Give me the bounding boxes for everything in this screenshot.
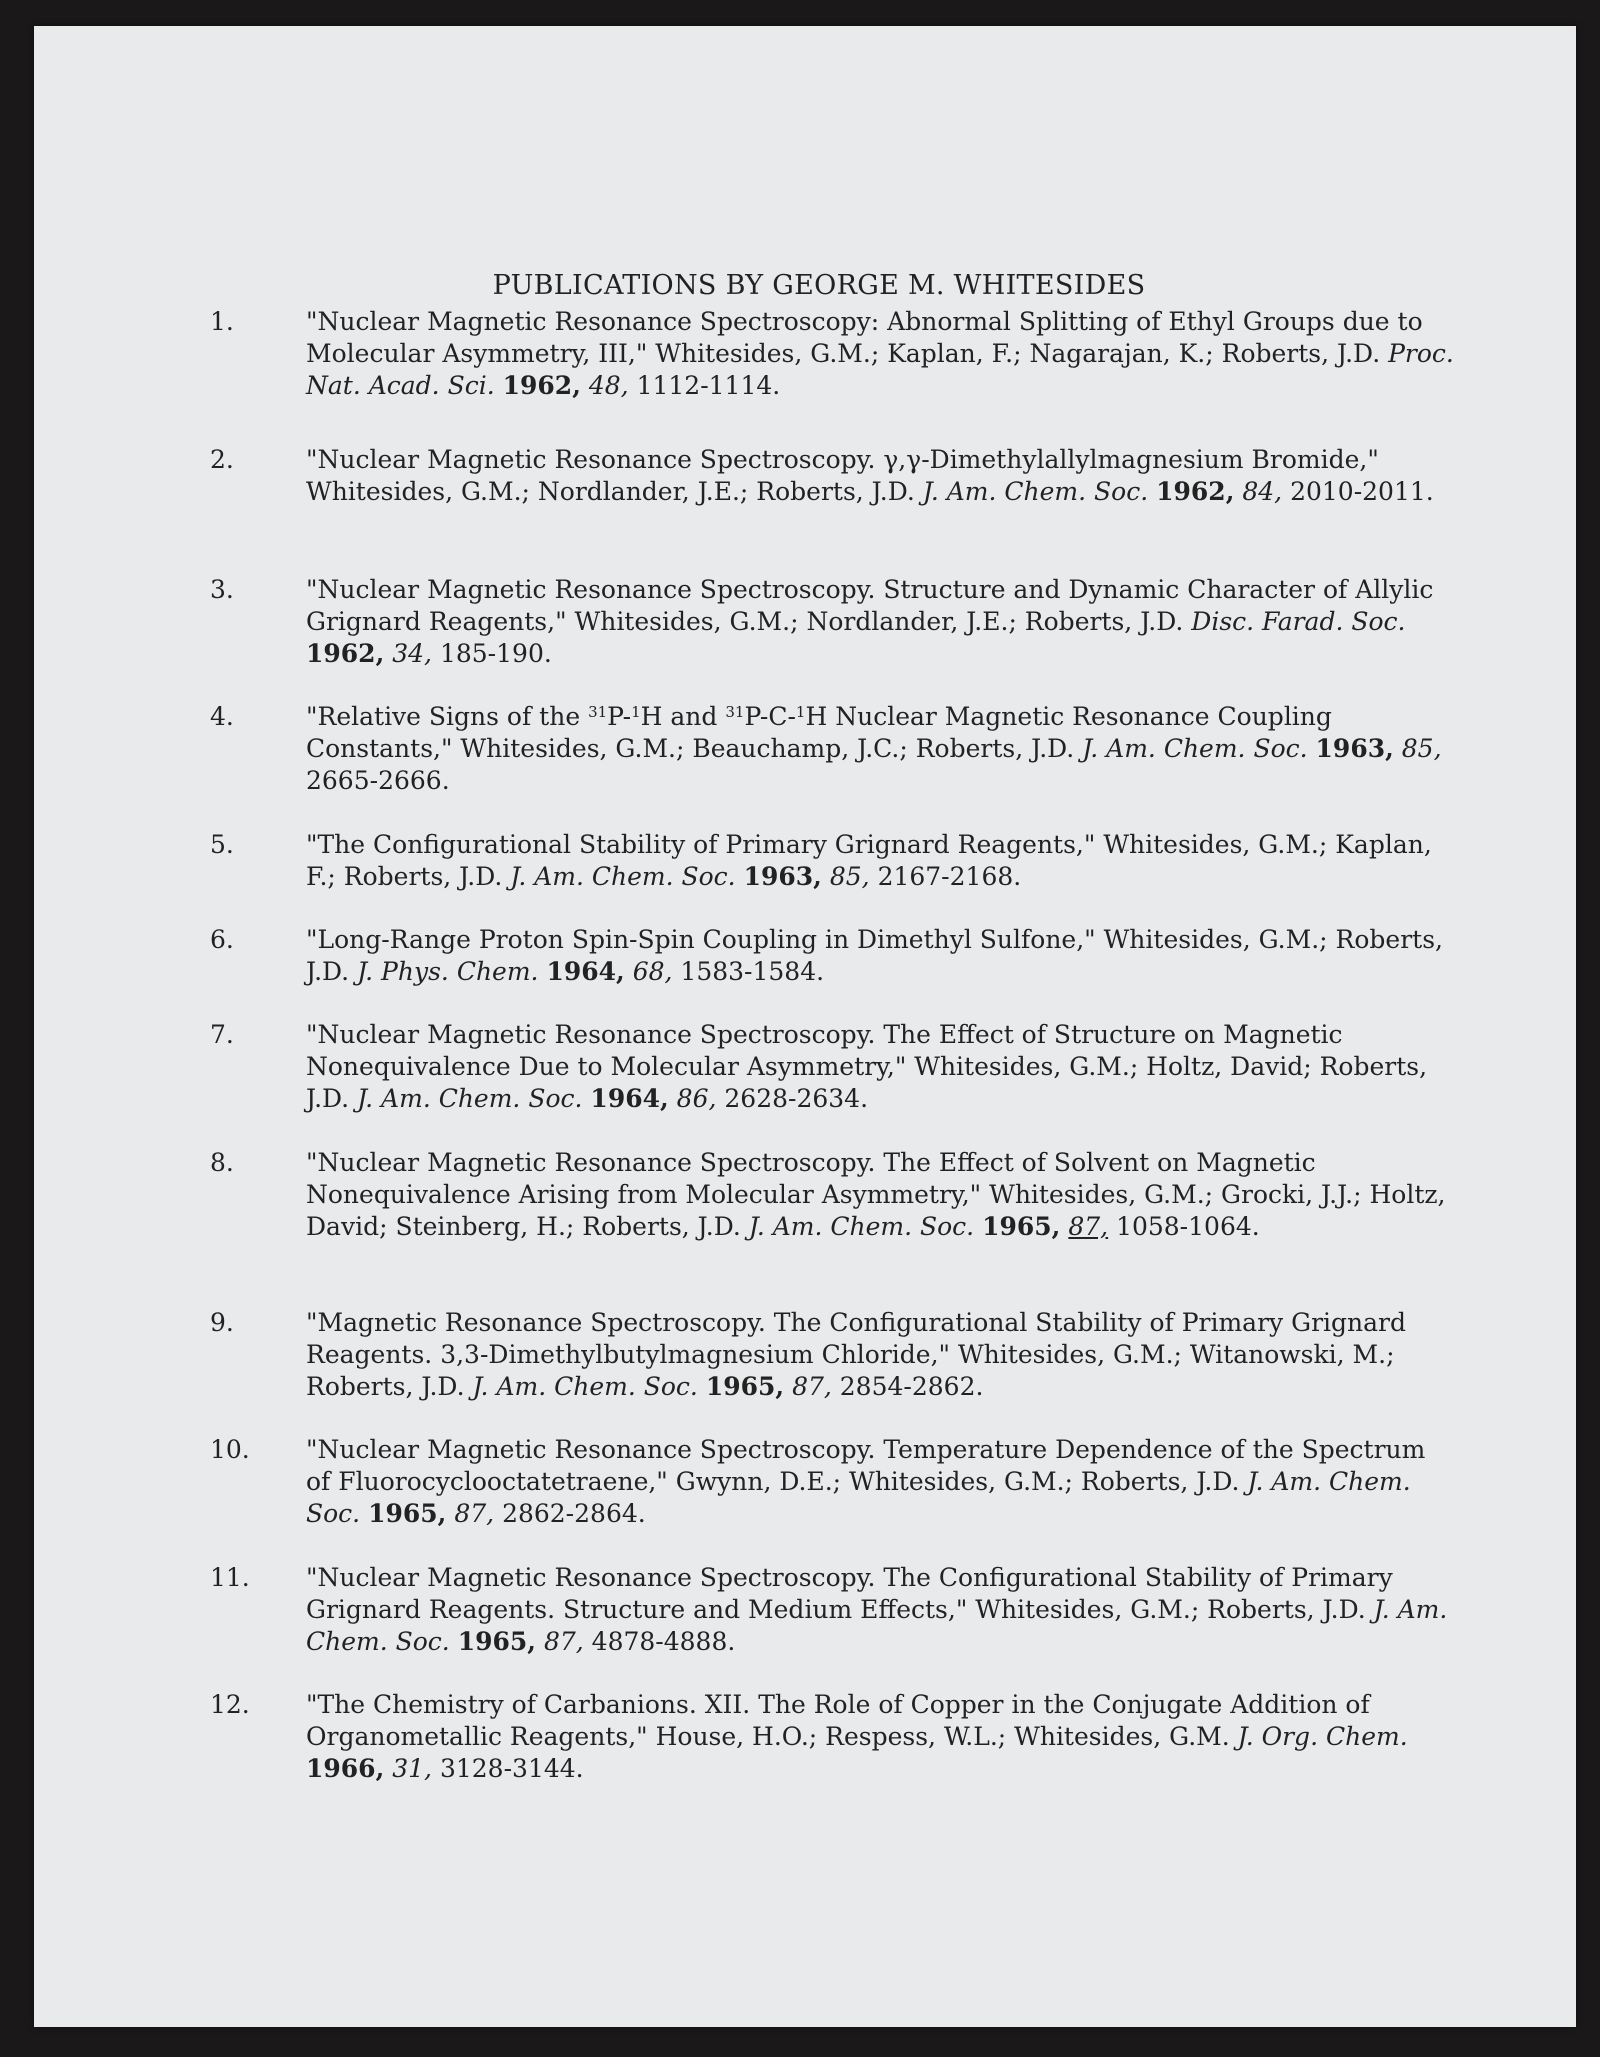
citation-text: "The Chemistry of Carbanions. XII. The Role of Copper in the Conjugate Addition of Organometallic Reagents," House, H.O.; Respess, W.L.; Whitesides, G.M. bbox=[306, 1690, 1370, 1751]
volume-number: 87, bbox=[454, 1499, 495, 1528]
citation-text: H and bbox=[640, 702, 726, 731]
citation-text: "Long-Range Proton Spin-Spin Coupling in Dimethyl Sulfone," Whitesides, G.M.; Roberts, J.D. bbox=[306, 925, 1443, 986]
citation bbox=[306, 1562, 1454, 1658]
citation-text: "Nuclear Magnetic Resonance Spectroscopy. Structure and Dynamic Character of Allylic Grignard Reagents," Whitesides, G.M.; Nordlander, J.E.; Roberts, J.D. bbox=[306, 575, 1434, 636]
journal-name: J. Am. Chem. Soc. bbox=[510, 862, 736, 891]
volume-number: 68, bbox=[632, 957, 673, 986]
journal-name: J. Am. Chem. Soc. bbox=[472, 1372, 698, 1401]
citation-text: "Relative Signs of the bbox=[306, 702, 589, 731]
pub-year: 1962, bbox=[306, 639, 385, 668]
journal-name: J. Phys. Chem. bbox=[357, 957, 539, 986]
volume-number: 87, bbox=[1068, 1212, 1109, 1241]
page-range: 1583-1584. bbox=[680, 957, 825, 986]
citation bbox=[306, 574, 1454, 670]
citation bbox=[306, 1434, 1454, 1530]
citation bbox=[306, 444, 1454, 508]
page-range: 1112-1114. bbox=[636, 371, 781, 400]
citation-text: P- bbox=[607, 702, 632, 731]
pub-year: 1965, bbox=[705, 1372, 785, 1401]
publication-list bbox=[34, 26, 1576, 2027]
volume-number: 85, bbox=[829, 862, 870, 891]
entry-number: 4. bbox=[210, 702, 234, 731]
page-range: 3128-3144. bbox=[439, 1754, 584, 1783]
volume-number: 87, bbox=[543, 1627, 584, 1656]
entry-number: 7. bbox=[210, 1020, 234, 1049]
pub-year: 1966, bbox=[306, 1754, 385, 1783]
page-range: 185-190. bbox=[439, 639, 552, 668]
entry-number: 11. bbox=[210, 1563, 250, 1592]
volume-number: 34, bbox=[392, 639, 433, 668]
pub-year: 1962, bbox=[1156, 477, 1235, 506]
pub-year: 1963, bbox=[1315, 734, 1394, 763]
journal-name: J. Am. Chem. Soc. bbox=[306, 1595, 1448, 1656]
volume-number: 84, bbox=[1242, 477, 1283, 506]
volume-number: 85, bbox=[1401, 734, 1442, 763]
citation-text: "Nuclear Magnetic Resonance Spectroscopy. The Configurational Stability of Primary Grignard Reagents. Structure and Medium Effects," Whitesides, G.M.; Roberts, J.D. bbox=[306, 1563, 1393, 1624]
pub-year: 1965, bbox=[368, 1499, 447, 1528]
page-range: 1058-1064. bbox=[1116, 1212, 1260, 1241]
entry-number: 9. bbox=[210, 1308, 234, 1337]
entry-number: 12. bbox=[210, 1690, 250, 1719]
pub-year: 1965, bbox=[457, 1627, 536, 1656]
journal-name: Proc. Nat. Acad. Sci. bbox=[306, 339, 1454, 400]
pub-year: 1964, bbox=[590, 1084, 669, 1113]
paper-sheet bbox=[34, 26, 1576, 2027]
citation-text: "Nuclear Magnetic Resonance Spectroscopy: Abnormal Splitting of Ethyl Groups due to Molecular Asymmetry, III," Whitesides, G.M.; Kaplan, F.; Nagarajan, K.; Roberts, J.D. bbox=[306, 307, 1423, 368]
entry-number: 10. bbox=[210, 1435, 250, 1464]
entry-number: 8. bbox=[210, 1148, 234, 1177]
citation bbox=[306, 1689, 1454, 1785]
superscript: 31 bbox=[588, 703, 608, 721]
volume-number: 48, bbox=[588, 371, 629, 400]
page-range: 4878-4888. bbox=[591, 1627, 736, 1656]
citation bbox=[306, 306, 1454, 402]
journal-name: J. Org. Chem. bbox=[1237, 1722, 1408, 1751]
entry-number: 1. bbox=[210, 307, 234, 336]
volume-number: 31, bbox=[392, 1754, 433, 1783]
citation-text: "Nuclear Magnetic Resonance Spectroscopy. The Effect of Structure on Magnetic Nonequivalence Due to Molecular Asymmetry," Whitesides, G.M.; Holtz, David; Roberts, J.D. bbox=[306, 1020, 1428, 1113]
page-range: 2854-2862. bbox=[839, 1372, 984, 1401]
citation bbox=[306, 829, 1454, 893]
pub-year: 1962, bbox=[502, 371, 581, 400]
citation-text: "Nuclear Magnetic Resonance Spectroscopy. γ,γ-Dimethylallylmagnesium Bromide," Whitesides, G.M.; Nordlander, J.E.; Roberts, J.D. bbox=[306, 445, 1379, 506]
page-title: PUBLICATIONS BY GEORGE M. WHITESIDES bbox=[492, 270, 1146, 301]
citation-text: "Nuclear Magnetic Resonance Spectroscopy. Temperature Dependence of the Spectrum of Fluorocyclooctatetraene," Gwynn, D.E.; Whitesides, G.M.; Roberts, J.D. bbox=[306, 1435, 1426, 1496]
citation-text: H Nuclear Magnetic Resonance Coupling Constants," Whitesides, G.M.; Beauchamp, J.C.; Roberts, J.D. bbox=[306, 702, 1332, 763]
journal-name: Disc. Farad. Soc. bbox=[1191, 607, 1406, 636]
entry-number: 2. bbox=[210, 445, 234, 474]
citation-text: "Nuclear Magnetic Resonance Spectroscopy. The Effect of Solvent on Magnetic Nonequivalence Arising from Molecular Asymmetry," Whitesides, G.M.; Grocki, J.J.; Holtz, David; Steinberg, H.; Roberts, J.D. bbox=[306, 1148, 1446, 1241]
citation bbox=[306, 701, 1454, 797]
page-range: 2628-2634. bbox=[724, 1084, 869, 1113]
volume-number: 86, bbox=[676, 1084, 717, 1113]
page-range: 2010-2011. bbox=[1290, 477, 1434, 506]
superscript: 1 bbox=[795, 703, 806, 721]
page-range: 2167-2168. bbox=[877, 862, 1022, 891]
citation bbox=[306, 924, 1454, 988]
journal-name: J. Am. Chem. Soc. bbox=[357, 1084, 583, 1113]
entry-number: 6. bbox=[210, 925, 234, 954]
journal-name: J. Am. Chem. Soc. bbox=[922, 477, 1149, 506]
journal-name: J. Am. Chem. Soc. bbox=[748, 1212, 975, 1241]
pub-year: 1964, bbox=[546, 957, 625, 986]
superscript: 1 bbox=[631, 703, 641, 721]
volume-number: 87, bbox=[792, 1372, 832, 1401]
journal-name: J. Am. Chem. Soc. bbox=[306, 1467, 1411, 1528]
page-range: 2665-2666. bbox=[306, 766, 450, 795]
citation bbox=[306, 1307, 1454, 1403]
citation bbox=[306, 1019, 1454, 1115]
citation bbox=[306, 1147, 1454, 1243]
entry-number: 5. bbox=[210, 830, 234, 859]
citation-text: P-C- bbox=[744, 702, 796, 731]
citation-text: "The Configurational Stability of Primary Grignard Reagents," Whitesides, G.M.; Kaplan, F.; Roberts, J.D. bbox=[306, 830, 1432, 891]
pub-year: 1963, bbox=[743, 862, 822, 891]
superscript: 31 bbox=[725, 703, 745, 721]
entry-number: 3. bbox=[210, 575, 234, 604]
journal-name: J. Am. Chem. Soc. bbox=[1082, 734, 1308, 763]
pub-year: 1965, bbox=[982, 1212, 1061, 1241]
citation-text: "Magnetic Resonance Spectroscopy. The Configurational Stability of Primary Grignard Reagents. 3,3-Dimethylbutylmagnesium Chloride," Whitesides, G.M.; Witanowski, M.; Roberts, J.D. bbox=[306, 1308, 1406, 1401]
page-range: 2862-2864. bbox=[502, 1499, 646, 1528]
